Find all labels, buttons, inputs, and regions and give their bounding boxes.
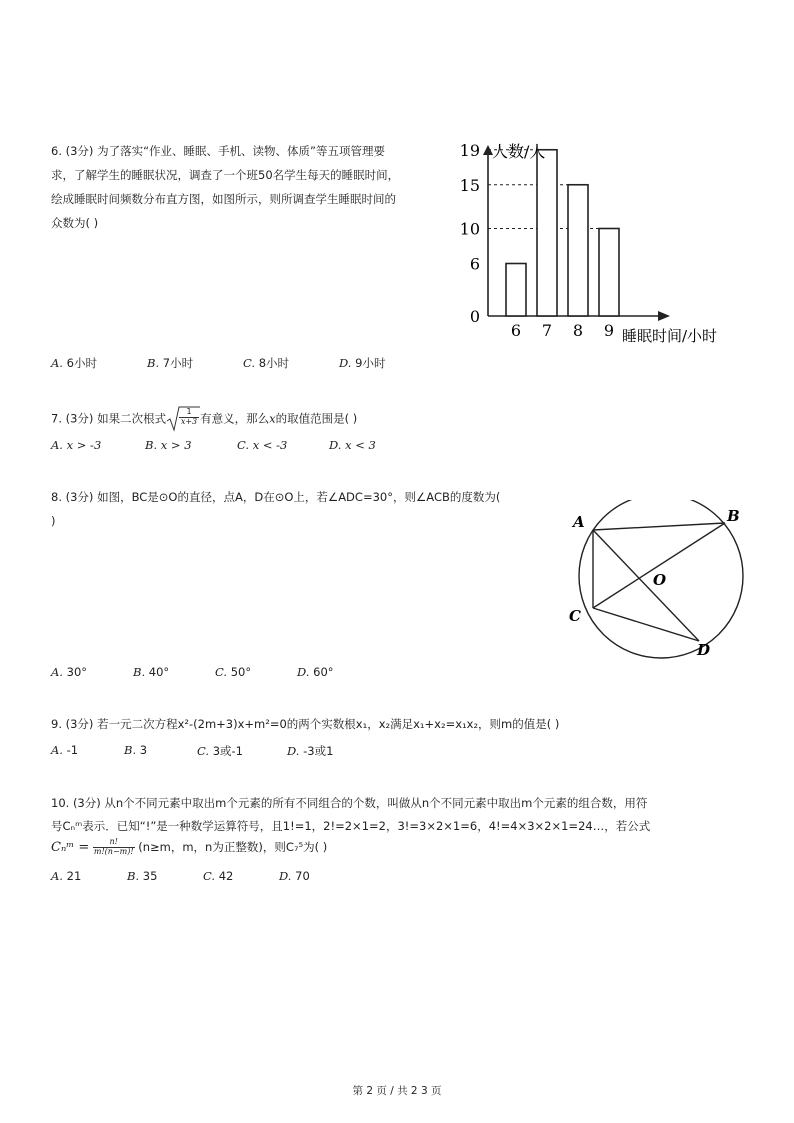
q6-line-1: 6. (3分) 为了落实“作业、睡眠、手机、读物、体质”等五项管理要 bbox=[51, 144, 385, 158]
q9-option-b[interactable] bbox=[124, 743, 147, 757]
option-key: A. bbox=[51, 869, 63, 883]
option-key: C. bbox=[203, 869, 216, 883]
x-tick-label: 6 bbox=[510, 321, 522, 340]
option-key: A. bbox=[51, 356, 63, 370]
q10-formula-rhs: (n≥m，m，n为正整数)，则C₇⁵为( ) bbox=[138, 839, 328, 854]
option-key: B. bbox=[147, 356, 160, 370]
sqrt-symbol bbox=[166, 406, 200, 432]
q8-option-a[interactable] bbox=[51, 665, 87, 679]
option-text: 70 bbox=[295, 869, 310, 883]
option-key: C. bbox=[197, 744, 210, 758]
q9-option-a[interactable] bbox=[51, 743, 78, 757]
q6-option-a[interactable] bbox=[51, 355, 97, 371]
q10-option-a[interactable] bbox=[51, 869, 81, 883]
y-axis-title: 人数/人 bbox=[492, 142, 546, 161]
q10-frac-num: n! bbox=[93, 838, 135, 848]
q7-option-a[interactable] bbox=[51, 438, 101, 452]
option-text: 6小时 bbox=[66, 356, 97, 370]
option-key: D. bbox=[287, 744, 300, 758]
q8-option-c[interactable] bbox=[215, 665, 251, 679]
option-text: x < -3 bbox=[252, 438, 288, 452]
q10-formula-lhs: Cₙᵐ = bbox=[51, 839, 90, 855]
q7-frac-num: 1 bbox=[179, 408, 199, 418]
option-text: 7小时 bbox=[162, 356, 194, 370]
option-text: 8小时 bbox=[258, 356, 290, 370]
q10-option-b[interactable] bbox=[127, 869, 157, 883]
q10-line-3 bbox=[51, 838, 327, 857]
q6-line-3: 绘成睡眠时间频数分布直方图，如图所示，则所调查学生睡眠时间的 bbox=[51, 192, 396, 206]
option-key: A. bbox=[51, 743, 63, 757]
y-tick-label: 6 bbox=[469, 254, 480, 274]
q10-frac-den: m!(n−m)! bbox=[93, 846, 134, 856]
option-text: 42 bbox=[218, 869, 234, 883]
q6-option-d[interactable] bbox=[339, 355, 385, 371]
option-text: 60° bbox=[313, 665, 334, 679]
y-tick-label: 0 bbox=[469, 307, 480, 326]
x-tick-label: 8 bbox=[572, 321, 584, 340]
sleep-histogram-chart bbox=[450, 135, 750, 350]
q8-option-d[interactable] bbox=[297, 665, 334, 679]
q7-prefix: 7. (3分) 如果二次根式 bbox=[51, 411, 167, 426]
label-a: A bbox=[573, 513, 585, 531]
q10-line-1: 10. (3分) 从n个不同元素中取出m个元素的所有不同组合的个数，叫做从n个不同元素中取出m个元素的组合数，用符 bbox=[51, 796, 648, 810]
q9-option-c[interactable] bbox=[197, 743, 243, 759]
option-text: 9小时 bbox=[355, 356, 386, 370]
y-tick-label: 10 bbox=[459, 219, 480, 239]
option-key: C. bbox=[215, 665, 228, 679]
q9-stem: 9. (3分) 若一元二次方程x²-(2m+3)x+m²=0的两个实数根x₁，x₂满足x₁+x₂=x₁x₂，则m的值是( ) bbox=[51, 717, 560, 731]
label-b: B bbox=[727, 507, 740, 525]
y-tick-label: 15 bbox=[459, 175, 480, 195]
option-text: 40° bbox=[148, 665, 170, 679]
option-text: x < 3 bbox=[345, 438, 376, 452]
bar-7 bbox=[537, 150, 557, 316]
option-key: D. bbox=[339, 356, 352, 370]
page-footer: 第 2 页 / 共 2 3 页 bbox=[352, 1085, 442, 1097]
label-o: O bbox=[653, 571, 667, 589]
option-text: 30° bbox=[66, 665, 88, 679]
x-tick-label: 9 bbox=[603, 321, 615, 340]
q10-formula-fraction bbox=[93, 838, 135, 857]
option-text: 35 bbox=[142, 869, 158, 883]
q6-line-4: 众数为( ) bbox=[51, 216, 99, 230]
option-text: 50° bbox=[230, 665, 252, 679]
option-key: A. bbox=[51, 665, 63, 679]
option-key: C. bbox=[237, 438, 250, 452]
option-text: 3或-1 bbox=[212, 744, 243, 758]
option-key: B. bbox=[145, 438, 158, 452]
x-axis-arrow bbox=[658, 311, 670, 321]
q7-stem bbox=[51, 406, 357, 432]
x-axis-title: 睡眠时间/小时 bbox=[622, 327, 718, 345]
label-d: D bbox=[697, 641, 711, 659]
bar-6 bbox=[506, 264, 526, 317]
q8-option-b[interactable] bbox=[133, 665, 169, 679]
option-text: x > 3 bbox=[160, 438, 192, 452]
q7-option-b[interactable] bbox=[145, 438, 192, 452]
y-tick-label: 19 bbox=[459, 140, 480, 160]
segment-ab bbox=[593, 523, 725, 530]
label-c: C bbox=[569, 607, 581, 625]
q7-suffix-a: 有意义，那么 bbox=[200, 411, 270, 426]
option-key: B. bbox=[133, 665, 146, 679]
q6-line-2: 求，了解学生的睡眠状况，调查了一个班50名学生每天的睡眠时间， bbox=[51, 168, 400, 182]
option-key: D. bbox=[279, 869, 292, 883]
q7-suffix-b: 的取值范围是( ) bbox=[275, 411, 358, 426]
option-key: D. bbox=[297, 665, 310, 679]
bar-8 bbox=[568, 185, 588, 316]
q10-line-2: 号Cₙᵐ表示．已知“!”是一种数学运算符号，且1!=1，2!=2×1=2，3!=3×2×1=6，4!=4×3×2×1=24…，若公式 bbox=[51, 819, 651, 833]
q7-option-d[interactable] bbox=[329, 438, 376, 452]
q10-option-c[interactable] bbox=[203, 869, 233, 883]
q7-option-c[interactable] bbox=[237, 438, 287, 452]
x-tick-label: 7 bbox=[541, 321, 553, 340]
option-key: D. bbox=[329, 438, 342, 452]
option-text: 3 bbox=[139, 743, 148, 757]
option-text: 21 bbox=[66, 869, 82, 883]
q7-frac-den: x+3 bbox=[180, 416, 198, 426]
option-text: x > -3 bbox=[66, 438, 102, 452]
bar-9 bbox=[599, 229, 619, 317]
option-text: -3或1 bbox=[303, 744, 334, 758]
option-key: B. bbox=[124, 743, 137, 757]
option-key: C. bbox=[243, 356, 256, 370]
segment-bc bbox=[593, 523, 725, 608]
circle-geometry-figure bbox=[565, 500, 765, 660]
option-text: -1 bbox=[66, 743, 79, 757]
q6-option-c[interactable] bbox=[243, 355, 289, 371]
option-key: A. bbox=[51, 438, 63, 452]
q6-option-b[interactable] bbox=[147, 355, 193, 371]
q8-line-1: 8. (3分) 如图，BC是⊙O的直径，点A，D在⊙O上，若∠ADC=30°，则∠ACB的度数为( bbox=[51, 490, 501, 504]
q9-option-d[interactable] bbox=[287, 743, 333, 759]
q8-line-2: ) bbox=[51, 514, 56, 528]
option-key: B. bbox=[127, 869, 140, 883]
q10-option-d[interactable] bbox=[279, 869, 310, 883]
q7-var: x bbox=[269, 411, 276, 426]
